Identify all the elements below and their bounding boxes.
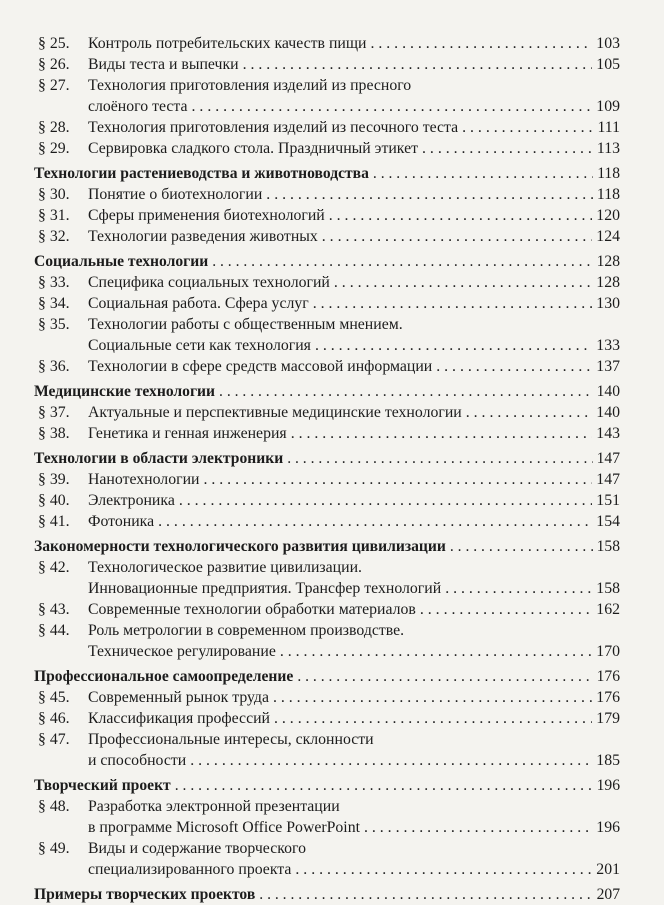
page-number: 176 [596,668,620,685]
entry-title: Медицинские технологии [34,383,216,400]
entry-title: Технологии в области электроники [34,450,284,467]
entry-title: Технология приготовления изделий из песочного теста [88,119,459,136]
section-number: § 29. [38,140,70,157]
toc-entry[interactable] [34,75,620,117]
section-number: § 46. [38,710,70,727]
entry-last-line [88,402,620,423]
entry-title: Сервировка сладкого стола. Праздничный этикет [88,140,419,157]
page-number: 128 [596,274,620,291]
section-number: § 33. [38,274,70,291]
page-number: 133 [596,337,620,354]
toc-entry[interactable] [34,838,620,880]
dot-leader [280,641,592,662]
page-number: 154 [596,513,620,530]
dot-leader [179,490,592,511]
section-number: § 26. [38,56,70,73]
section-number: § 32. [38,228,70,245]
entry-title: Современный рынок труда [88,689,269,706]
section-number: § 27. [38,77,70,94]
dot-leader [266,184,593,205]
page-number: 130 [596,295,620,312]
page-number: 137 [596,358,620,375]
section-number: § 28. [38,119,70,136]
section-number: § 47. [38,731,70,748]
entry-title: Социальные технологии [34,253,209,270]
dot-leader [203,469,592,490]
dot-leader [436,356,592,377]
toc-entry[interactable] [34,599,620,620]
dot-leader [334,272,592,293]
section-number: § 41. [38,513,70,530]
table-of-contents [0,33,664,905]
section-number: § 44. [38,622,70,639]
page-number: 120 [596,207,620,224]
entry-last-line [88,687,620,708]
dot-leader [259,884,592,905]
entry-last-line [88,750,620,771]
section-number: § 25. [38,35,70,52]
dot-leader [364,817,592,838]
toc-entry[interactable] [34,423,620,444]
page-number: 124 [596,228,620,245]
dot-leader [313,293,593,314]
toc-section-heading[interactable] [34,775,620,796]
page-number: 176 [596,689,620,706]
page-number: 147 [596,450,620,467]
dot-leader [190,750,592,771]
entry-last-line [88,511,620,532]
page-number: 207 [596,886,620,903]
dot-leader [175,775,593,796]
entry-last-line [88,54,620,75]
entry-title: Технологии растениеводства и животноводства [34,165,369,182]
dot-leader [322,226,593,247]
entry-title: Классификация профессий [88,710,270,727]
entry-title: специализированного проекта [88,861,292,878]
section-number: § 49. [38,840,70,857]
toc-entry[interactable] [34,272,620,293]
page-number: 140 [596,404,620,421]
toc-entry[interactable] [34,33,620,54]
entry-title: слоёного теста [88,98,188,115]
toc-entry[interactable] [34,54,620,75]
dot-leader [445,578,592,599]
toc-section-heading[interactable] [34,381,620,402]
entry-title: Сферы применения биотехнологий [88,207,325,224]
page-number: 201 [596,861,620,878]
dot-leader [219,381,593,402]
toc-entry[interactable] [34,469,620,490]
dot-leader [158,511,592,532]
entry-title: Социальная работа. Сфера услуг [88,295,309,312]
entry-last-line [88,293,620,314]
entry-title: Нанотехнологии [88,471,200,488]
toc-section-heading[interactable] [34,448,620,469]
dot-leader [450,536,593,557]
section-number: § 31. [38,207,70,224]
entry-last-line [88,272,620,293]
entry-last-line [88,641,620,662]
entry-last-line [88,469,620,490]
page-number: 105 [596,56,620,73]
entry-last-line [88,335,620,356]
dot-leader [295,859,592,880]
entry-title: и способности [88,752,187,769]
entry-last-line [88,96,620,117]
toc-entry[interactable] [34,293,620,314]
entry-last-line [88,184,620,205]
toc-entry[interactable] [34,796,620,838]
entry-title: Творческий проект [34,777,171,794]
entry-title: Понятие о биотехнологии [88,186,263,203]
entry-last-line [88,138,620,159]
entry-last-line [34,884,620,905]
dot-leader [243,54,593,75]
entry-last-line [88,599,620,620]
page-number: 118 [597,165,620,182]
entry-title: Технологии в сфере средств массовой информации [88,358,433,375]
entry-title: Актуальные и перспективные медицинские технологии [88,404,462,421]
dot-leader [466,402,593,423]
entry-last-line [34,536,620,557]
dot-leader [329,205,593,226]
toc-section-heading[interactable] [34,666,620,687]
dot-leader [422,138,593,159]
toc-section-heading[interactable] [34,163,620,184]
entry-last-line [88,423,620,444]
entry-last-line [88,226,620,247]
entry-title: Современные технологии обработки материалов [88,601,416,618]
page-number: 196 [596,777,620,794]
toc-entry[interactable] [34,226,620,247]
page-number: 109 [596,98,620,115]
toc-entry[interactable] [34,620,620,662]
section-number: § 40. [38,492,70,509]
dot-leader [370,33,592,54]
section-number: § 45. [38,689,70,706]
page-number: 118 [596,186,620,203]
section-number: § 35. [38,316,70,333]
entry-title: в программе Microsoft Office PowerPoint [88,819,360,836]
section-number: § 34. [38,295,70,312]
page-number: 151 [596,492,620,509]
toc-section-heading[interactable] [34,536,620,557]
dot-leader [287,448,592,469]
entry-title: Инновационные предприятия. Трансфер технологий [88,580,442,597]
entry-title: Специфика социальных технологий [88,274,330,291]
dot-leader [274,708,592,729]
page-number: 147 [596,471,620,488]
entry-last-line [88,578,620,599]
entry-last-line [34,163,620,184]
entry-title: Профессиональное самоопределение [34,668,294,685]
toc-section-heading[interactable] [34,884,620,905]
section-number: § 37. [38,404,70,421]
section-number: § 48. [38,798,70,815]
entry-last-line [88,205,620,226]
section-number: § 30. [38,186,70,203]
section-number: § 38. [38,425,70,442]
toc-entry[interactable] [34,687,620,708]
toc-entry[interactable] [34,314,620,356]
entry-last-line [88,817,620,838]
dot-leader [420,599,592,620]
entry-title: Техническое регулирование [88,643,276,660]
page-number: 170 [596,643,620,660]
entry-title: Виды теста и выпечки [88,56,239,73]
entry-title: Социальные сети как технология [88,337,311,354]
entry-last-line [34,448,620,469]
page-number: 158 [596,538,620,555]
entry-last-line [34,775,620,796]
entry-title-line: Профессиональные интересы, склонности [88,731,374,748]
entry-title: Генетика и генная инженерия [88,425,287,442]
entry-title-line: Технологическое развитие цивилизации. [88,559,362,576]
dot-leader [315,335,592,356]
dot-leader [192,96,593,117]
toc-entry[interactable] [34,205,620,226]
entry-last-line [34,381,620,402]
page-number: 162 [596,601,620,618]
entry-title: Закономерности технологического развития цивилизации [34,538,446,555]
dot-leader [297,666,592,687]
page-number: 113 [596,140,620,157]
entry-last-line [34,251,620,272]
entry-last-line [34,666,620,687]
section-number: § 43. [38,601,70,618]
toc-entry[interactable] [34,708,620,729]
entry-last-line [88,356,620,377]
page-number: 103 [596,35,620,52]
entry-title-line: Разработка электронной презентации [88,798,340,815]
entry-title: Примеры творческих проектов [34,886,256,903]
dot-leader [373,163,593,184]
dot-leader [291,423,593,444]
entry-last-line [88,708,620,729]
entry-last-line [88,490,620,511]
dot-leader [212,251,592,272]
entry-title-line: Технологии работы с общественным мнением. [88,316,403,333]
toc-entry[interactable] [34,138,620,159]
toc-entry[interactable] [34,729,620,771]
section-number: § 36. [38,358,70,375]
page-number: 128 [596,253,620,270]
toc-entry[interactable] [34,356,620,377]
toc-entry[interactable] [34,402,620,423]
entry-last-line [88,859,620,880]
toc-entry[interactable] [34,117,620,138]
entry-title: Фотоника [88,513,155,530]
page-number: 158 [596,580,620,597]
toc-section-heading[interactable] [34,251,620,272]
section-number: § 42. [38,559,70,576]
page-number: 140 [596,383,620,400]
toc-entry[interactable] [34,511,620,532]
entry-title-line: Технология приготовления изделий из пресного [88,77,412,94]
page-number: 185 [596,752,620,769]
entry-title: Контроль потребительских качеств пищи [88,35,367,52]
entry-title-line: Роль метрологии в современном производстве. [88,622,405,639]
page-number: 179 [596,710,620,727]
entry-title: Технологии разведения животных [88,228,318,245]
page-number: 196 [596,819,620,836]
toc-entry[interactable] [34,490,620,511]
entry-title-line: Виды и содержание творческого [88,840,306,857]
entry-title: Электроника [88,492,175,509]
dot-leader [273,687,592,708]
entry-last-line [88,117,620,138]
toc-entry[interactable] [34,557,620,599]
toc-entry[interactable] [34,184,620,205]
section-number: § 39. [38,471,70,488]
page-number: 143 [596,425,620,442]
dot-leader [462,117,593,138]
entry-last-line [88,33,620,54]
page-number: 111 [597,119,620,136]
